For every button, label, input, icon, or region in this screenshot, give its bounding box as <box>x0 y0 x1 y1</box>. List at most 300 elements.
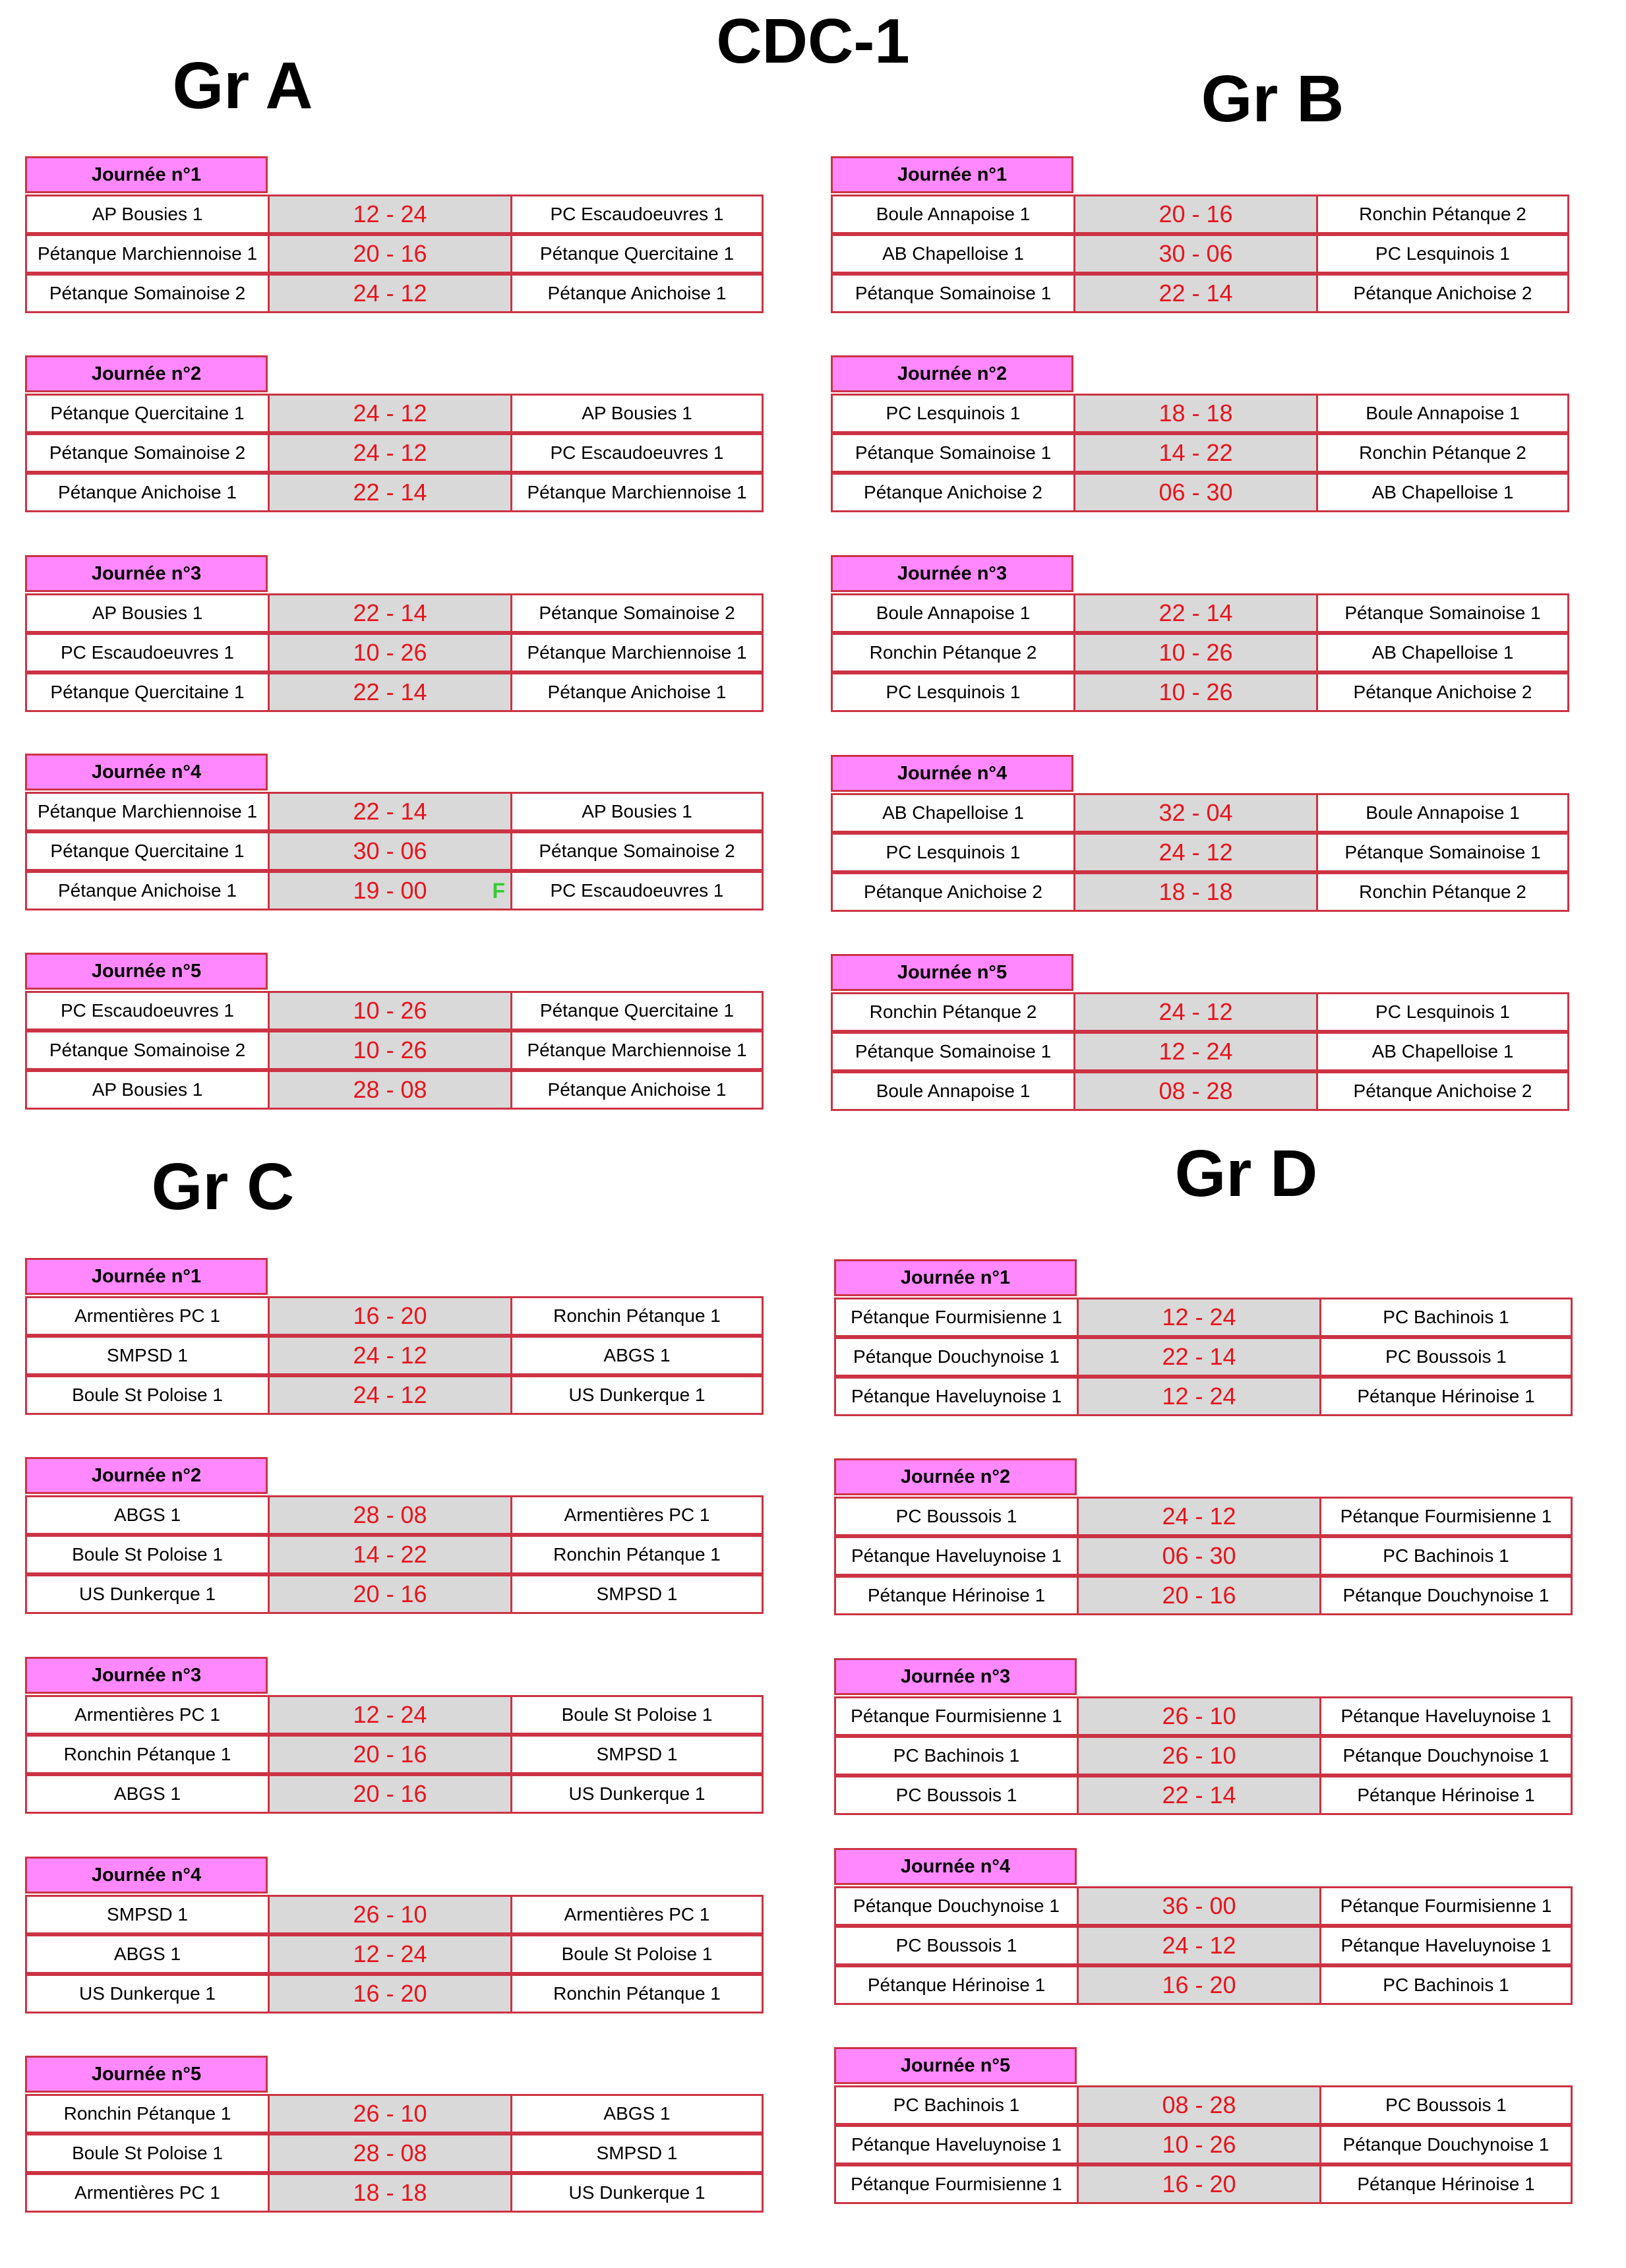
match-row <box>831 194 1569 234</box>
home-team-text: Armentières PC 1 <box>75 1305 220 1326</box>
away-team-text: PC Bachinois 1 <box>1383 1975 1509 1995</box>
match-score <box>1077 1377 1321 1416</box>
match-score-text: 24 - 12 <box>1159 839 1233 866</box>
home-team-text: Pétanque Haveluynoise 1 <box>851 2134 1062 2155</box>
home-team-text: Pétanque Haveluynoise 1 <box>851 1545 1062 1566</box>
match-row <box>831 1071 1569 1111</box>
match-score <box>1073 672 1318 712</box>
away-team <box>1319 1696 1573 1736</box>
match-score <box>268 1296 512 1336</box>
match-score-text: 10 - 26 <box>1159 639 1233 666</box>
home-team <box>25 1695 270 1735</box>
home-team-text: Pétanque Somainoise 2 <box>49 283 246 303</box>
match-score-text: 28 - 08 <box>353 2139 427 2166</box>
match-row <box>25 1070 764 1110</box>
home-team <box>834 2085 1079 2125</box>
home-team-text: Pétanque Fourmisienne 1 <box>851 2174 1062 2194</box>
journee-block <box>831 355 1569 515</box>
away-team <box>1319 1886 1573 1926</box>
match-score-text: 08 - 28 <box>1159 1077 1233 1104</box>
away-team <box>1316 672 1569 712</box>
match-score <box>1077 1736 1321 1776</box>
home-team <box>25 234 270 274</box>
match-score-text: 24 - 12 <box>1162 1503 1236 1530</box>
match-row <box>834 1536 1573 1576</box>
home-team-text: PC Bachinois 1 <box>893 1745 1020 1766</box>
away-team <box>1316 793 1569 833</box>
home-team-text: US Dunkerque 1 <box>78 1983 216 2004</box>
forfeit-mark: F <box>492 879 505 903</box>
match-score-text: 10 - 26 <box>1162 2131 1236 2158</box>
away-team-text: SMPSD 1 <box>596 1744 678 1764</box>
away-team <box>1316 872 1569 912</box>
home-team <box>831 633 1075 672</box>
journee-label: Journée n°4 <box>831 755 1073 792</box>
home-team-text: Pétanque Quercitaine 1 <box>50 403 245 423</box>
away-team-text: PC Bachinois 1 <box>1383 1307 1509 1327</box>
match-score <box>1073 394 1318 433</box>
home-team-text: Pétanque Fourmisienne 1 <box>851 1307 1062 1327</box>
away-team-text: SMPSD 1 <box>596 1584 678 1604</box>
away-team <box>510 1336 764 1375</box>
away-team-text: Pétanque Haveluynoise 1 <box>1340 1935 1551 1955</box>
match-score <box>268 1070 512 1110</box>
away-team-text: Pétanque Anichoise 1 <box>547 283 727 303</box>
match-row <box>831 672 1569 712</box>
away-team <box>1319 2164 1573 2204</box>
match-score <box>1073 793 1318 833</box>
match-row <box>831 394 1569 433</box>
match-row <box>834 1576 1573 1615</box>
away-team <box>1316 833 1569 872</box>
home-team <box>834 1776 1079 1815</box>
match-row <box>25 593 764 633</box>
match-score <box>1077 1776 1321 1815</box>
match-score <box>1073 1032 1318 1071</box>
home-team-text: Pétanque Anichoise 2 <box>864 881 1042 902</box>
away-team <box>510 1735 764 1774</box>
away-team <box>510 633 764 672</box>
match-score <box>268 633 512 672</box>
match-row <box>25 1774 764 1814</box>
journee-label: Journée n°5 <box>25 953 268 990</box>
away-team-text: Boule St Poloise 1 <box>561 1704 713 1725</box>
match-score <box>268 2134 512 2173</box>
journee-block <box>831 555 1569 715</box>
match-row <box>25 274 764 313</box>
home-team-text: PC Bachinois 1 <box>893 2095 1020 2115</box>
match-row <box>831 473 1569 512</box>
away-team-text: Pétanque Anichoise 2 <box>1353 283 1532 303</box>
match-score-text: 14 - 22 <box>353 1541 427 1568</box>
match-score-text: 22 - 14 <box>1162 1343 1236 1370</box>
match-score-text: 20 - 16 <box>353 1580 427 1607</box>
match-row <box>25 1934 764 1974</box>
match-score-text: 32 - 04 <box>1159 799 1233 826</box>
home-team-text: US Dunkerque 1 <box>78 1584 216 1604</box>
away-team-text: Pétanque Marchiennoise 1 <box>527 642 747 663</box>
away-team-text: Ronchin Pétanque 1 <box>553 1544 721 1565</box>
journee-block <box>831 156 1569 316</box>
away-team-text: Pétanque Fourmisienne 1 <box>1340 1895 1552 1916</box>
away-team-text: Pétanque Quercitaine 1 <box>539 1000 735 1021</box>
match-score-text: 22 - 14 <box>353 479 427 506</box>
home-team-text: ABGS 1 <box>113 1505 181 1525</box>
home-team-text: SMPSD 1 <box>107 1904 188 1925</box>
journee-label: Journée n°1 <box>834 1259 1077 1296</box>
away-team-text: Pétanque Somainoise 2 <box>539 603 735 623</box>
home-team <box>25 1495 270 1535</box>
home-team-text: Pétanque Anichoise 1 <box>58 482 237 502</box>
match-score <box>268 991 512 1030</box>
match-row <box>834 2164 1573 2204</box>
match-row <box>25 792 764 831</box>
away-team <box>510 1296 764 1336</box>
away-team <box>1319 2085 1573 2125</box>
home-team <box>831 672 1075 712</box>
away-team <box>510 1934 764 1974</box>
home-team-text: AP Bousies 1 <box>92 1079 203 1100</box>
match-score-text: 06 - 30 <box>1162 1542 1236 1569</box>
match-score-text: 18 - 18 <box>1159 878 1233 905</box>
match-score <box>268 433 512 473</box>
match-row <box>831 234 1569 274</box>
match-row <box>25 2134 764 2173</box>
away-team <box>1316 633 1569 672</box>
away-team <box>510 1535 764 1574</box>
match-score-text: 20 - 16 <box>353 240 427 267</box>
match-score <box>1077 1497 1321 1536</box>
away-team <box>1319 1576 1573 1615</box>
match-score-text: 16 - 20 <box>1162 1971 1236 1998</box>
away-team <box>510 593 764 633</box>
away-team <box>1316 473 1569 512</box>
home-team <box>831 394 1075 433</box>
match-row <box>834 1736 1573 1776</box>
away-team <box>510 2094 764 2134</box>
journee-label: Journée n°5 <box>25 2056 268 2093</box>
away-team <box>1316 1071 1569 1111</box>
match-score <box>268 1535 512 1574</box>
match-score <box>268 1774 512 1814</box>
match-score <box>1077 2125 1321 2164</box>
home-team <box>831 1032 1075 1071</box>
match-row <box>831 633 1569 672</box>
match-score-text: 24 - 12 <box>1159 998 1233 1025</box>
match-row <box>25 1296 764 1336</box>
match-score <box>1077 1536 1321 1576</box>
match-row <box>25 1336 764 1375</box>
match-row <box>834 1926 1573 1965</box>
home-team-text: AP Bousies 1 <box>92 204 203 224</box>
home-team-text: Pétanque Quercitaine 1 <box>50 841 245 861</box>
home-team-text: Ronchin Pétanque 1 <box>63 1744 231 1764</box>
away-team-text: Pétanque Hérinoise 1 <box>1357 2174 1535 2194</box>
match-row <box>25 991 764 1030</box>
away-team <box>510 1974 764 2014</box>
match-score-text: 16 - 20 <box>1162 2170 1236 2197</box>
home-team <box>834 1886 1079 1926</box>
match-row <box>831 833 1569 872</box>
match-score-text: 28 - 08 <box>353 1076 427 1103</box>
match-score-text: 16 - 20 <box>353 1302 427 1329</box>
match-score <box>1073 833 1318 872</box>
match-score-text: 26 - 10 <box>353 2100 427 2127</box>
journee-label: Journée n°4 <box>25 754 268 791</box>
match-score <box>1073 433 1318 473</box>
away-team-text: Armentières PC 1 <box>564 1505 710 1525</box>
match-score-text: 10 - 26 <box>353 1036 427 1063</box>
match-row <box>25 1375 764 1415</box>
match-row <box>834 1377 1573 1416</box>
away-team-text: Pétanque Douchynoise 1 <box>1342 2134 1550 2155</box>
home-team <box>25 2134 270 2173</box>
match-score-text: 18 - 18 <box>1159 400 1233 427</box>
away-team <box>510 433 764 473</box>
match-score <box>268 234 512 274</box>
home-team-text: AB Chapelloise 1 <box>882 243 1024 264</box>
home-team <box>831 992 1075 1032</box>
home-team-text: PC Boussois 1 <box>895 1506 1017 1526</box>
away-team-text: Ronchin Pétanque 2 <box>1359 204 1526 224</box>
home-team <box>25 871 270 910</box>
match-score <box>268 2094 512 2134</box>
home-team <box>831 833 1075 872</box>
away-team <box>1319 1298 1573 1337</box>
home-team <box>834 1965 1079 2005</box>
home-team-text: ABGS 1 <box>113 1783 181 1804</box>
away-team-text: PC Escaudoeuvres 1 <box>550 204 724 224</box>
away-team <box>1316 234 1569 274</box>
journee-block <box>25 1857 764 2016</box>
away-team-text: Pétanque Anichoise 1 <box>547 1079 727 1100</box>
away-team <box>510 2173 764 2213</box>
match-score-text: 22 - 14 <box>353 798 427 825</box>
match-score-text: 26 - 10 <box>353 1901 427 1928</box>
away-team <box>510 991 764 1030</box>
match-score-text: 36 - 00 <box>1162 1892 1236 1919</box>
match-score-text: 24 - 12 <box>353 1342 427 1369</box>
journee-block <box>25 754 764 913</box>
away-team-text: Pétanque Somainoise 1 <box>1344 603 1541 623</box>
match-score <box>268 831 512 871</box>
match-row <box>831 593 1569 633</box>
match-score-text: 12 - 24 <box>353 1701 427 1728</box>
home-team-text: Pétanque Douchynoise 1 <box>853 1346 1060 1367</box>
match-score <box>268 274 512 313</box>
match-score <box>1073 872 1318 912</box>
journee-block <box>25 1657 764 1816</box>
journee-label: Journée n°4 <box>834 1848 1077 1885</box>
match-row <box>25 2094 764 2134</box>
away-team <box>1316 593 1569 633</box>
journee-label: Journée n°2 <box>25 355 268 392</box>
home-team-text: PC Lesquinois 1 <box>886 403 1021 423</box>
away-team-text: Pétanque Quercitaine 1 <box>539 243 735 264</box>
match-score <box>268 473 512 512</box>
away-team <box>1319 1536 1573 1576</box>
away-team-text: PC Lesquinois 1 <box>1375 243 1510 264</box>
home-team <box>25 394 270 433</box>
away-team <box>510 1895 764 1934</box>
away-team-text: PC Boussois 1 <box>1385 1346 1507 1367</box>
home-team <box>25 1574 270 1614</box>
away-team-text: US Dunkerque 1 <box>568 2182 706 2203</box>
home-team-text: AB Chapelloise 1 <box>882 802 1024 823</box>
away-team <box>1316 394 1569 433</box>
match-row <box>834 1776 1573 1815</box>
home-team-text: ABGS 1 <box>113 1944 181 1964</box>
away-team-text: Pétanque Douchynoise 1 <box>1342 1745 1550 1766</box>
group-title: Gr C <box>151 1150 295 1224</box>
match-score <box>268 672 512 712</box>
match-row <box>831 1032 1569 1071</box>
away-team <box>510 831 764 871</box>
match-row <box>834 1886 1573 1926</box>
home-team-text: Armentières PC 1 <box>75 1704 220 1725</box>
home-team <box>25 1974 270 2014</box>
match-score-text: 22 - 14 <box>1159 280 1233 307</box>
home-team-text: AP Bousies 1 <box>92 603 203 623</box>
home-team <box>25 1375 270 1415</box>
away-team <box>510 1070 764 1110</box>
home-team <box>25 1895 270 1934</box>
away-team <box>510 1495 764 1535</box>
journee-label: Journée n°2 <box>25 1457 268 1494</box>
home-team-text: Pétanque Anichoise 1 <box>58 880 237 901</box>
match-row <box>25 473 764 512</box>
away-team-text: ABGS 1 <box>603 1345 671 1365</box>
match-row <box>25 394 764 433</box>
away-team <box>510 871 764 910</box>
away-team <box>1316 992 1569 1032</box>
home-team <box>834 1736 1079 1776</box>
match-score <box>1073 194 1318 234</box>
away-team <box>1319 1965 1573 2005</box>
away-team <box>510 1574 764 1614</box>
match-score-text: 22 - 14 <box>1162 1781 1236 1808</box>
away-team-text: SMPSD 1 <box>596 2143 678 2163</box>
match-score-text: 12 - 24 <box>1162 1383 1236 1410</box>
journee-block <box>834 1458 1573 1618</box>
match-score-text: 26 - 10 <box>1162 1702 1236 1729</box>
home-team-text: Pétanque Somainoise 1 <box>855 1041 1052 1061</box>
match-row <box>831 274 1569 313</box>
home-team <box>25 1535 270 1574</box>
home-team <box>831 793 1075 833</box>
match-score <box>268 1974 512 2014</box>
match-score <box>1073 1071 1318 1111</box>
away-team <box>510 792 764 831</box>
home-team <box>831 473 1075 512</box>
journee-label: Journée n°5 <box>831 954 1073 991</box>
home-team-text: Pétanque Somainoise 1 <box>855 442 1052 463</box>
match-row <box>834 2085 1573 2125</box>
match-score <box>268 1695 512 1735</box>
away-team-text: Pétanque Anichoise 1 <box>547 682 727 702</box>
match-score-text: 28 - 08 <box>353 1501 427 1528</box>
home-team-text: Pétanque Haveluynoise 1 <box>851 1386 1062 1406</box>
home-team-text: Boule St Poloise 1 <box>72 1385 223 1405</box>
journee-label: Journée n°2 <box>831 355 1073 392</box>
away-team-text: Ronchin Pétanque 2 <box>1359 881 1526 902</box>
home-team-text: Pétanque Anichoise 2 <box>864 482 1042 502</box>
away-team-text: PC Escaudoeuvres 1 <box>550 442 724 463</box>
match-score <box>1077 2085 1321 2125</box>
home-team <box>834 1536 1079 1576</box>
away-team-text: Pétanque Somainoise 1 <box>1344 842 1541 862</box>
match-score <box>268 1735 512 1774</box>
match-score-text: 24 - 12 <box>1162 1932 1236 1959</box>
away-team-text: AB Chapelloise 1 <box>1371 482 1514 502</box>
journee-label: Journée n°3 <box>25 555 268 592</box>
away-team <box>510 1030 764 1070</box>
away-team-text: AP Bousies 1 <box>582 403 692 423</box>
journee-block <box>25 555 764 715</box>
match-score <box>268 1574 512 1614</box>
journee-block <box>25 1457 764 1617</box>
away-team <box>1319 1497 1573 1536</box>
page-title: CDC-1 <box>716 6 910 76</box>
match-row <box>25 1735 764 1774</box>
match-score <box>268 1336 512 1375</box>
home-team <box>25 473 270 512</box>
match-score-text: 12 - 24 <box>353 200 427 227</box>
journee-block <box>25 953 764 1112</box>
away-team <box>510 394 764 433</box>
away-team-text: Pétanque Haveluynoise 1 <box>1340 1706 1551 1726</box>
home-team <box>831 234 1075 274</box>
home-team <box>25 991 270 1030</box>
away-team <box>1319 2125 1573 2164</box>
journee-block <box>834 1848 1573 2008</box>
home-team <box>831 872 1075 912</box>
group-3 <box>25 1147 764 2268</box>
away-team <box>1316 433 1569 473</box>
match-score-text: 10 - 26 <box>1159 678 1233 705</box>
home-team-text: Ronchin Pétanque 1 <box>63 2103 231 2124</box>
match-score <box>268 1495 512 1535</box>
away-team <box>510 274 764 313</box>
home-team <box>25 194 270 234</box>
away-team <box>510 234 764 274</box>
journee-block <box>25 355 764 515</box>
home-team <box>834 2164 1079 2204</box>
home-team <box>834 1926 1079 1965</box>
home-team <box>25 792 270 831</box>
match-score <box>1073 593 1318 633</box>
journee-label: Journée n°3 <box>831 555 1073 592</box>
match-row <box>831 793 1569 833</box>
match-score <box>268 2173 512 2213</box>
match-score <box>268 1895 512 1934</box>
match-score-text: 12 - 24 <box>1162 1303 1236 1330</box>
match-score <box>1077 1965 1321 2005</box>
home-team <box>831 274 1075 313</box>
home-team-text: Pétanque Somainoise 1 <box>855 283 1052 303</box>
home-team <box>831 1071 1075 1111</box>
match-score <box>1073 992 1318 1032</box>
home-team <box>831 194 1075 234</box>
home-team-text: Pétanque Hérinoise 1 <box>867 1585 1046 1605</box>
match-score-text: 18 - 18 <box>353 2179 427 2206</box>
home-team <box>25 1296 270 1336</box>
home-team <box>25 1774 270 1814</box>
match-score-text: 20 - 16 <box>1159 200 1233 227</box>
match-score-text: 20 - 16 <box>353 1780 427 1807</box>
home-team-text: Armentières PC 1 <box>75 2182 220 2203</box>
away-team-text: Boule Annapoise 1 <box>1366 403 1520 423</box>
